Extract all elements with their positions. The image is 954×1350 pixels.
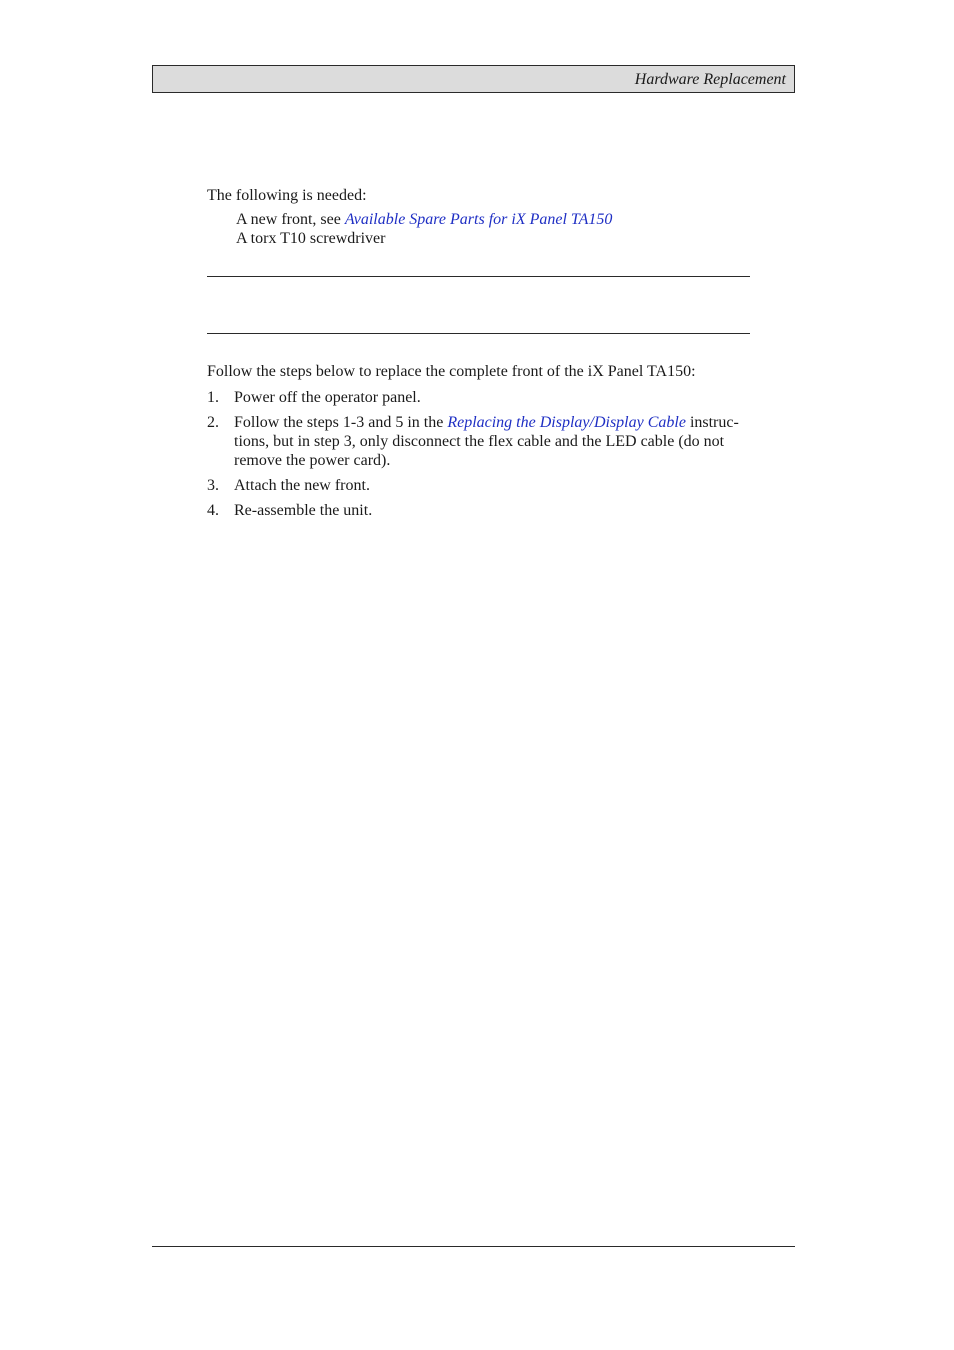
step-text: Re-assemble the unit. (234, 502, 373, 519)
step-number: 1. (207, 389, 219, 406)
page-header (152, 65, 795, 93)
footer-divider (152, 1246, 795, 1247)
needed-item-screwdriver: A torx T10 screwdriver (236, 230, 386, 247)
procedure-steps (207, 388, 750, 526)
step-4 (207, 501, 750, 520)
step-text: instruc- (685, 414, 739, 431)
step-number: 3. (207, 477, 219, 494)
step-2-line-3: remove the power card). (234, 452, 391, 469)
header-title: Hardware Replacement (634, 71, 786, 88)
step-number: 4. (207, 502, 219, 519)
procedure-intro: Follow the steps below to replace the complete front of the iX Panel TA150: (207, 363, 696, 380)
step-2-line-1 (234, 413, 750, 432)
step-text: Attach the new front. (234, 477, 370, 494)
step-text: Power off the operator panel. (234, 389, 421, 406)
step-3 (207, 476, 750, 495)
display-cable-link[interactable]: Replacing the Display/Display Cable (447, 414, 686, 431)
step-number: 2. (207, 414, 219, 431)
section-divider-bottom (207, 333, 750, 334)
step-1 (207, 388, 750, 407)
section-divider-top (207, 276, 750, 277)
step-2-line-2: tions, but in step 3, only disconnect the flex cable and the LED cable (do not (234, 433, 725, 450)
needed-item-front (236, 210, 612, 229)
needed-intro: The following is needed: (207, 187, 367, 204)
step-2 (207, 413, 750, 470)
needed-item-front-prefix: A new front, see (236, 211, 345, 228)
spare-parts-link[interactable]: Available Spare Parts for iX Panel TA150 (344, 211, 613, 228)
step-text: Follow the steps 1-3 and 5 in the (234, 414, 448, 431)
